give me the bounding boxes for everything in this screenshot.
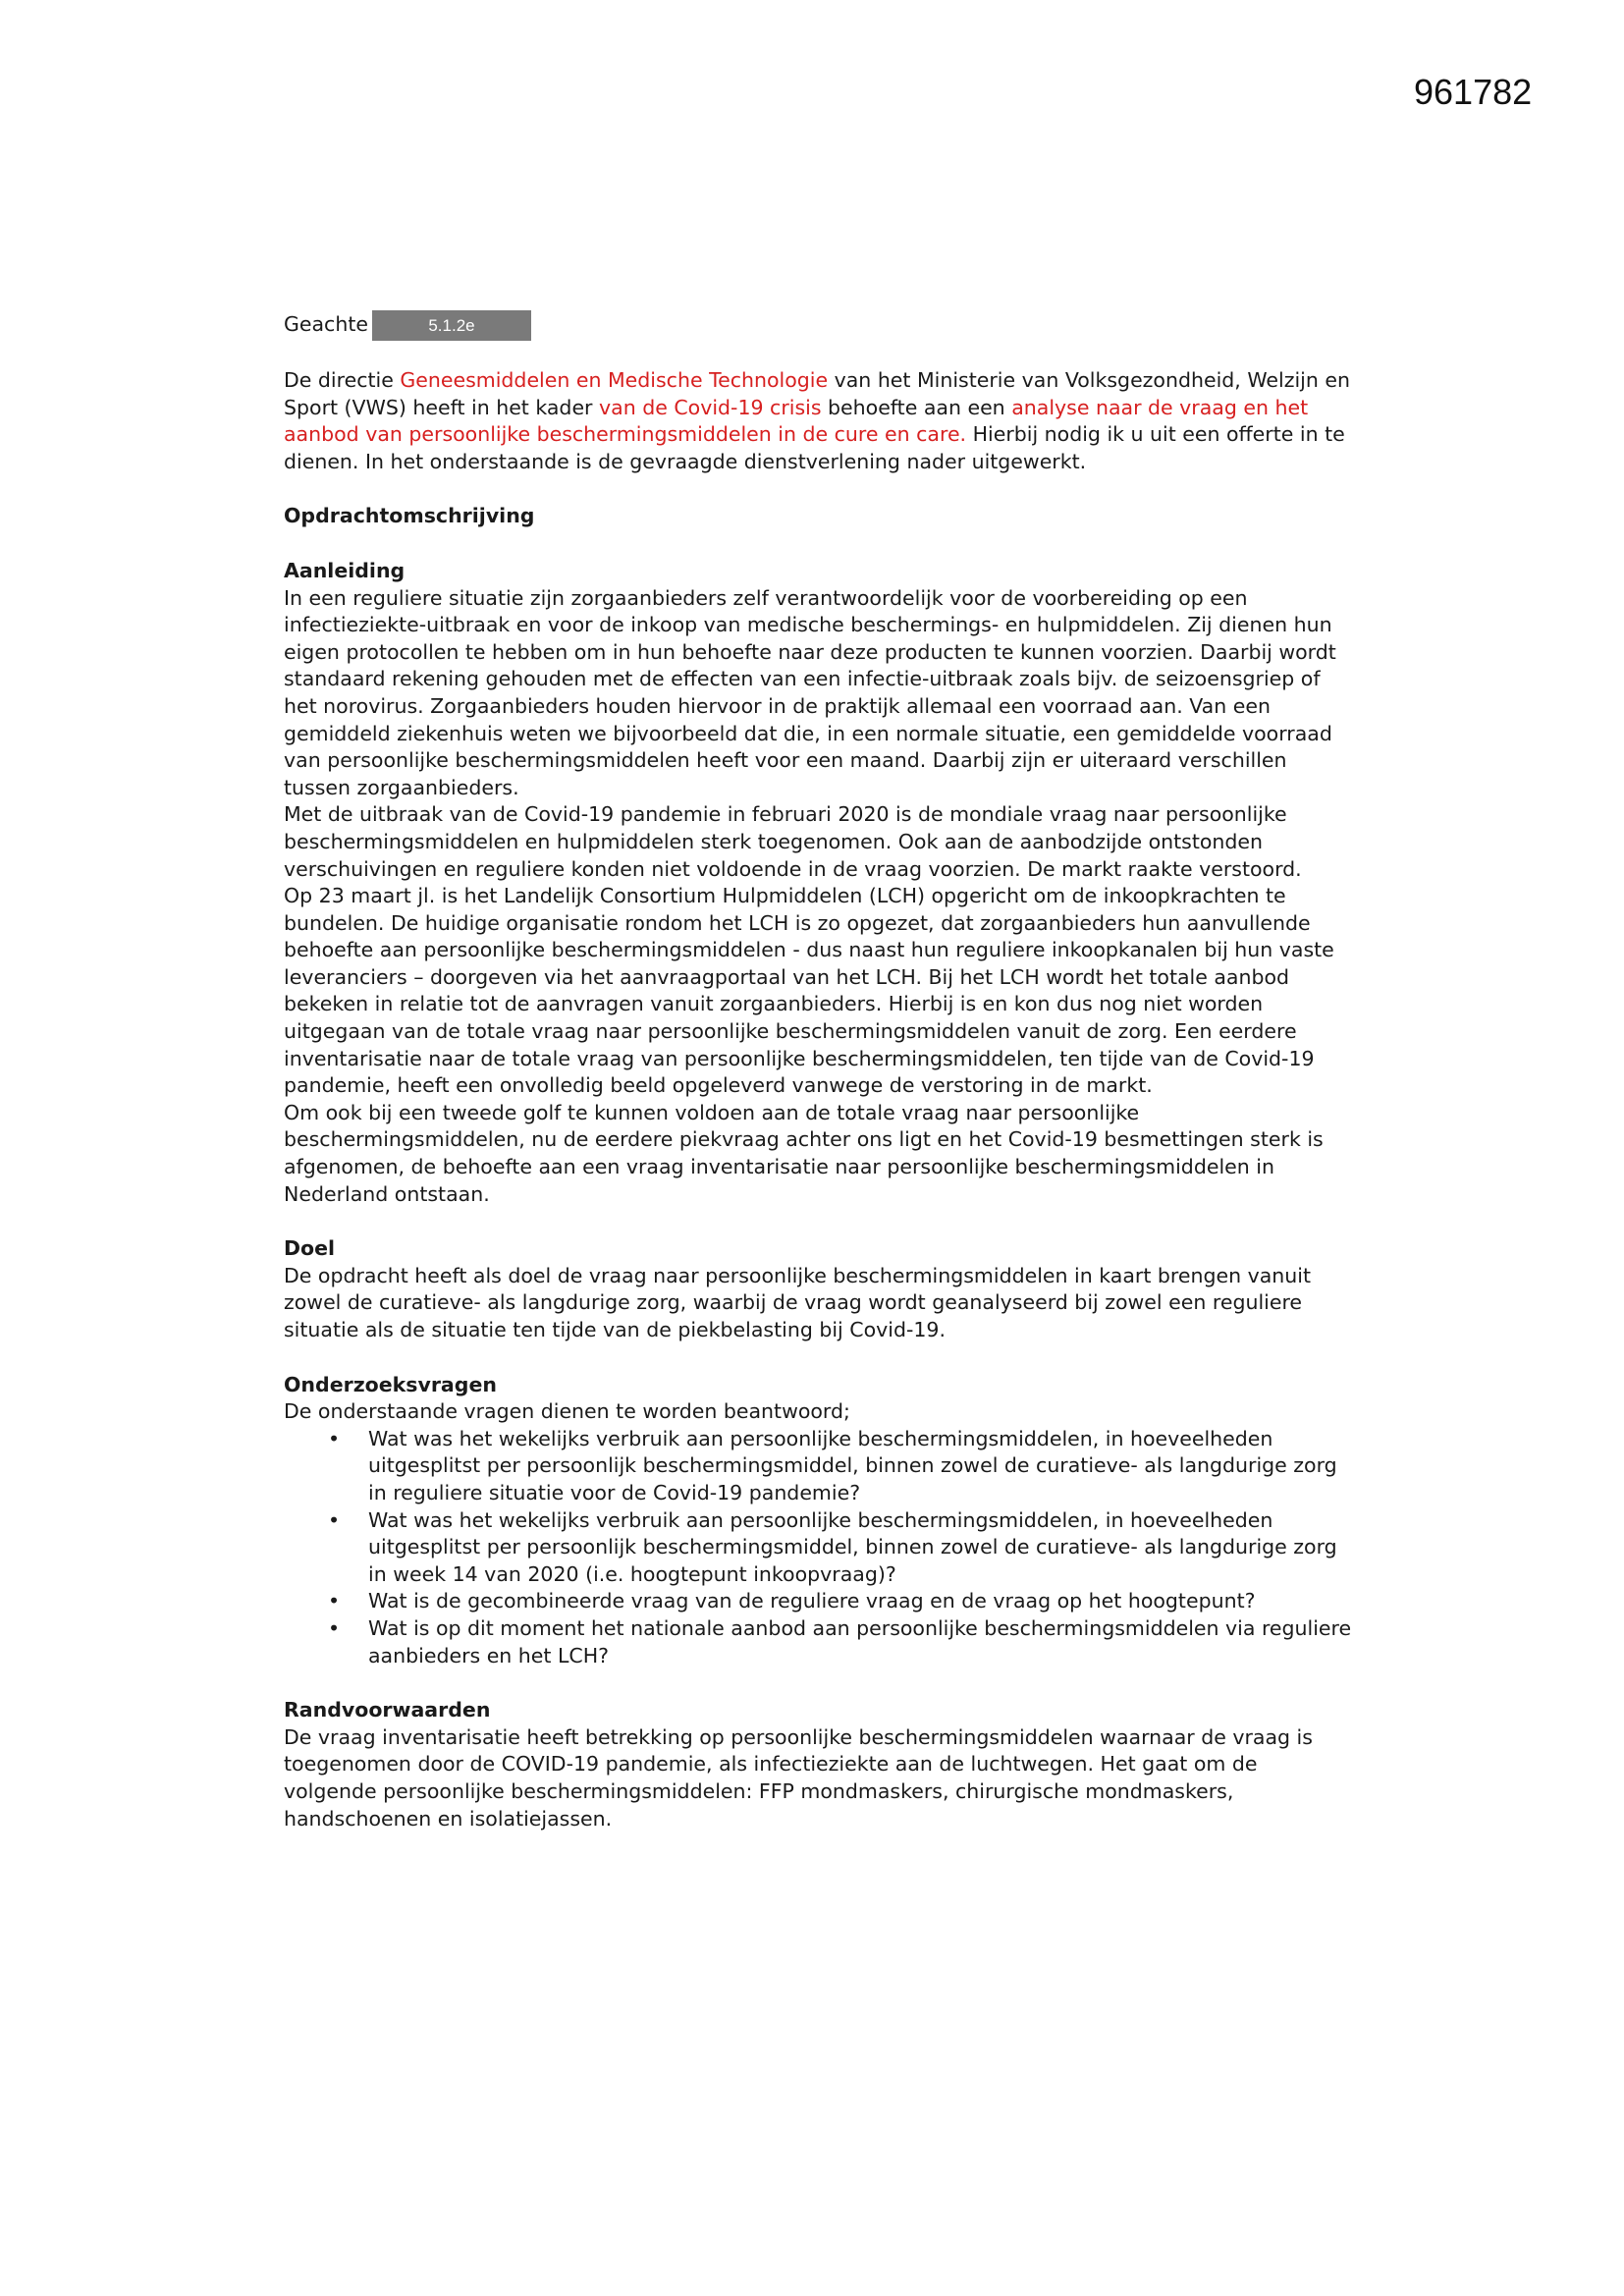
aanleiding-paragraph: In een reguliere situatie zijn zorgaanbieders zelf verantwoordelijk voor de voorbereiding op een infectieziekte-uitbraak en voor de inkoop van medische beschermings- en hulpmiddelen. Zij dienen hun eigen protocollen te hebben om in hun behoefte naar deze producten te kunnen voorzien. Daarbij wordt standaard rekening gehouden met de effecten van een infectie-uitbraak zoals bijv. de seizoensgriep of het norovirus. Zorgaanbieders houden hiervoor in de praktijk allemaal een voorraad aan. Van een gemiddeld ziekenhuis weten we bijvoorbeeld dat die, in een normale situatie, een gemiddelde voorraad van persoonlijke beschermingsmiddelen heeft voor een maand. Daarbij zijn er uiteraard verschillen tussen zorgaanbieders. xyxy=(284,585,1336,799)
intro-highlight: Geneesmiddelen en Medische Technologie xyxy=(400,368,829,392)
doel-paragraph: De opdracht heeft als doel de vraag naar persoonlijke beschermingsmiddelen in kaart brengen vanuit zowel de curatieve- als langdurige zorg, waarbij de vraag wordt geanalyseerd bij zowel een reguliere situatie als de situatie ten tijde van de piekbelasting bij Covid-19. xyxy=(284,1263,1312,1341)
bullet-icon: • xyxy=(328,1426,341,1450)
intro-text: Hierbij nodig ik u uit een offerte in te dienen. In het onderstaande is de gevraagde dienstverlening nader uitgewerkt. xyxy=(284,422,1345,473)
list-item xyxy=(328,1426,1354,1507)
aanleiding-heading: Aanleiding xyxy=(284,558,406,582)
letter-body xyxy=(284,310,1354,1832)
aanleiding-paragraph: Om ook bij een tweede golf te kunnen voldoen aan de totale vraag naar persoonlijke beschermingsmiddelen, nu de eerdere piekvraag achter ons ligt en het Covid-19 besmettingen sterk is afgenomen, de behoefte aan een vraag inventarisatie naar persoonlijke beschermingsmiddelen in Nederland ontstaan. xyxy=(284,1100,1324,1206)
bullet-icon: • xyxy=(328,1615,341,1640)
randvoorwaarden-paragraph: De vraag inventarisatie heeft betrekking op persoonlijke beschermingsmiddelen waarnaar de vraag is toegenomen door de COVID-19 pandemie, als infectieziekte aan de luchtwegen. Het gaat om de volgende persoonlijke beschermingsmiddelen: FFP mondmaskers, chirurgische mondmaskers, handschoenen en isolatiejassen. xyxy=(284,1724,1313,1831)
salutation-text: Geachte xyxy=(284,312,368,337)
doel-heading: Doel xyxy=(284,1236,336,1261)
aanleiding-paragraph: Met de uitbraak van de Covid-19 pandemie in februari 2020 is de mondiale vraag naar persoonlijke beschermingsmiddelen en hulpmiddelen sterk toegenomen. Ook aan de aanbodzijde ontstonden verschuivingen en reguliere konden niet voldoende in de vraag voorzien. De markt raakte verstoord. xyxy=(284,802,1302,881)
onderzoeksvragen-list xyxy=(284,1426,1354,1669)
intro-text: behoefte aan een xyxy=(821,395,1012,419)
list-item-text: Wat is de gecombineerde vraag van de reguliere vraag en de vraag op het hoogtepunt? xyxy=(368,1589,1256,1613)
list-item xyxy=(328,1615,1354,1669)
salutation xyxy=(284,310,1354,340)
randvoorwaarden-heading: Randvoorwaarden xyxy=(284,1698,491,1722)
list-item-text: Wat is op dit moment het nationale aanbod aan persoonlijke beschermingsmiddelen via reguliere aanbieders en het LCH? xyxy=(368,1615,1352,1667)
document-number: 961782 xyxy=(1414,72,1533,112)
bullet-icon: • xyxy=(328,1507,341,1532)
redaction-block: 5.1.2e xyxy=(372,310,531,341)
onderzoeksvragen-intro: De onderstaande vragen dienen te worden beantwoord; xyxy=(284,1399,850,1424)
intro-highlight: analyse naar de vraag en het aanbod van persoonlijke beschermingsmiddelen in de cure en care. xyxy=(284,395,1309,447)
onderzoeksvragen-heading: Onderzoeksvragen xyxy=(284,1372,497,1396)
bullet-icon: • xyxy=(328,1589,341,1613)
intro-paragraph xyxy=(284,367,1354,475)
list-item xyxy=(328,1507,1354,1589)
list-item-text: Wat was het wekelijks verbruik aan persoonlijke beschermingsmiddelen, in hoeveelheden uitgesplitst per persoonlijk beschermingsmiddel, binnen zowel de curatieve- als langdurige zorg in reguliere situatie voor de Covid-19 pandemie? xyxy=(368,1426,1337,1504)
aanleiding-paragraph: Op 23 maart jl. is het Landelijk Consortium Hulpmiddelen (LCH) opgericht om de inkoopkrachten te bundelen. De huidige organisatie rondom het LCH is zo opgezet, dat zorgaanbieders hun aanvullende behoefte aan persoonlijke beschermingsmiddelen - dus naast hun reguliere inkoopkanalen bij hun vaste leveranciers – doorgeven via het aanvraagportaal van het LCH. Bij het LCH wordt het totale aanbod bekeken in relatie tot de aanvragen vanuit zorgaanbieders. Hierbij is en kon dus nog niet worden uitgegaan van de totale vraag naar persoonlijke beschermingsmiddelen vanuit de zorg. Een eerdere inventarisatie naar de totale vraag van persoonlijke beschermingsmiddelen, ten tijde van de Covid-19 pandemie, heeft een onvolledig beeld opgeleverd vanwege de verstoring in de markt. xyxy=(284,884,1334,1098)
list-item-text: Wat was het wekelijks verbruik aan persoonlijke beschermingsmiddelen, in hoeveelheden uitgesplitst per persoonlijk beschermingsmiddel, binnen zowel de curatieve- als langdurige zorg in week 14 van 2020 (i.e. hoogtepunt inkoopvraag)? xyxy=(368,1507,1337,1586)
intro-text: De directie xyxy=(284,368,401,392)
list-item xyxy=(328,1588,1354,1615)
intro-text: van het Ministerie van Volksgezondheid, Welzijn en Sport (VWS) heeft in het kader xyxy=(284,368,1350,419)
opdracht-heading: Opdrachtomschrijving xyxy=(284,504,535,528)
intro-highlight: van de Covid-19 crisis xyxy=(599,395,822,419)
